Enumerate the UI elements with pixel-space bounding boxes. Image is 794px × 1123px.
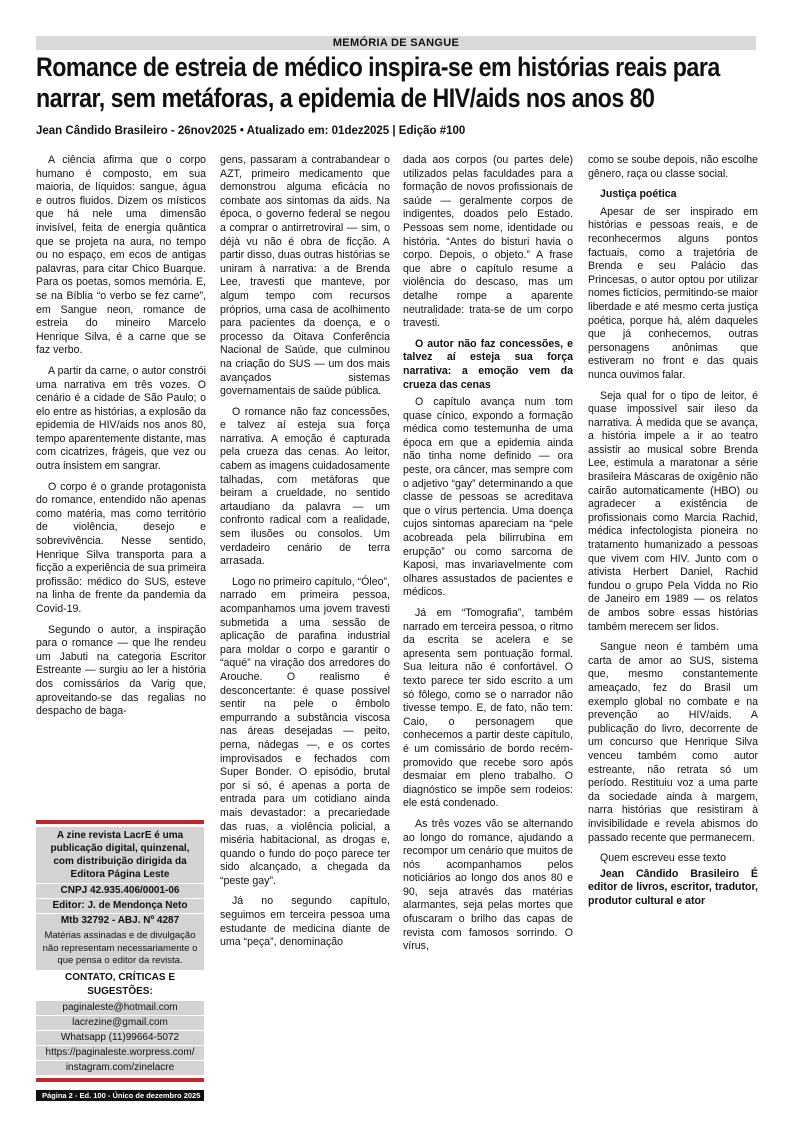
section-subhead: Justiça poética	[600, 188, 677, 201]
paragraph: A partir da carne, o autor constrói uma narrativa em três vozes. O cenário é a cidade de São Paulo; o elo entre as histórias, a explosão da epidemia de HIV/aids nos anos 80, tempo aparentemente distante, mas com cicatrizes, frágeis, que vez ou outra insistem em sangrar.	[36, 364, 206, 473]
masthead-editor: Editor: J. de Mendonça Neto	[36, 898, 204, 913]
website-link[interactable]: https://paginaleste.worpress.com/	[36, 1045, 204, 1060]
email-link-1[interactable]: paginaleste@hotmail.com	[36, 1000, 204, 1015]
email-link-2[interactable]: lacrezine@gmail.com	[36, 1015, 204, 1030]
article-column-4	[588, 154, 758, 1079]
masthead-box	[36, 820, 204, 1082]
page-footer: Página 2 - Ed. 100 - Único de dezembro 2025	[36, 1090, 204, 1101]
paragraph: O romance não faz concessões, e talvez aí esteja sua força narrativa. A emoção é capturada pela crueza das cenas. Ao leitor, cabem as imagens cuidadosamente talhadas, com metáforas que beiram a crueldade, no sentido artaudiano da palavra — um confronto radical com a realidade, sem ilusões ou consolos. Um verdadeiro cenário de terra arrasada.	[220, 405, 390, 568]
divider	[36, 820, 204, 824]
masthead-mtb: Mtb 32792 - ABJ. Nº 4287	[36, 913, 204, 928]
paragraph: A ciência afirma que o corpo humano é composto, em sua maioria, de líquidos: sangue, água e outros fluidos. Dizem os místicos que há nele uma dimensão invisível, feita de energia quântica que se projeta na aura, no tempo ou no espaço, em ecos de antigas palavras, para citar Chico Buarque. Para os poetas, somos memória. E, se na Bíblia “o verbo se fez carne”, em Sangue neon, romance de estreia do mineiro Marcelo Henrique Silva, é a carne que se faz verbo.	[36, 154, 206, 357]
paragraph: Já no segundo capítulo, seguimos em terceira pessoa uma estudante de medicina diante de uma “peça”, denominação	[220, 895, 390, 949]
paragraph: Segundo o autor, a inspiração para o romance — que lhe rendeu um Jabuti na categoria Escritor Estreante — surgiu ao ler a história dos comissários da Varig que, aproveitando-se das regalias no despacho de baga-	[36, 623, 206, 718]
masthead-cnpj: CNPJ 42.935.406/0001-06	[36, 883, 204, 898]
headline: Romance de estreia de médico inspira-se em histórias reais para narrar, sem metáforas, a epidemia de HIV/aids nos anos 80	[36, 52, 720, 113]
author-bio: Jean Cândido Brasileiro É editor de livros, escritor, tradutor, produtor cultural e ator	[588, 867, 758, 907]
paragraph: Apesar de ser inspirado em histórias e pessoas reais, e de reconhecermos alguns pontos factuais, como a trajetória de Brenda e seu Palácio das Princesas, o autor optou por utilizar nomes fictícios, permitindo-se maior liberdade e até mesmo certa justiça poética, porque há, além daqueles que já conhecemos, outras personagens anônimas que estiveram no front e das quais nunca ouvimos falar.	[588, 205, 758, 381]
whatsapp-contact[interactable]: Whatsapp (11)99664-5072	[36, 1030, 204, 1045]
paragraph: Já em “Tomografia”, também narrado em terceira pessoa, o ritmo da escrita se acelera e se apresenta sem pontuação formal. Sua leitura não é confortável. O texto parece ter sido escrito a um só fôlego, como se o narrador não tivesse tempo. E, de fato, não tem: Caio, o personagem que conhecemos a partir deste capítulo, é um comissário de bordo recém-promovido que recebe soro após desmaiar em pleno trabalho. O diagnóstico se impõe sem rodeios: ele está condenado.	[403, 607, 573, 810]
article-column-2	[220, 154, 390, 1079]
paragraph: Sangue neon é também uma carta de amor ao SUS, sistema que, mesmo constantemente ameaçado, fez do Brasil um exemplo global no combate e na prevenção ao HIV/aids. A publicação do livro, decorrente de um concurso que Henrique Silva venceu também como autor estreante, não retrata só um período. Restituiu voz a uma parte da sociedade ainda à margem, narra histórias que resistiram à invisibilidade e revela abismos do passado recente que permanecem.	[588, 641, 758, 844]
article-column-3	[403, 154, 573, 1079]
paragraph: dada aos corpos (ou partes dele) utilizados pelas faculdades para a formação de novos profissionais de saúde — geralmente corpos de indigentes, doados pelo Estado. Pessoas sem nome, identidade ou história. “Antes do bisturi havia o corpo. Depois, o objeto.” A frase que abre o capítulo resume a violência do descaso, mas um detalhe rompe a aparente neutralidade: trata-se de um corpo travesti.	[403, 154, 573, 330]
divider	[36, 1078, 204, 1082]
pull-subhead: O autor não faz concessões, e talvez aí esteja sua força narrativa: a emoção vem da crueza das cenas	[403, 337, 573, 391]
section-label: MEMÓRIA DE SANGUE	[36, 36, 756, 50]
paragraph: como se soube depois, não escolhe gênero, raça ou classe social.	[588, 154, 758, 180]
byline: Jean Cândido Brasileiro - 26nov2025 • Atualizado em: 01dez2025 | Edição #100	[36, 125, 466, 137]
masthead-disclaimer: Matérias assinadas e de divulgação não representam necessariamente o que pensa o editor da revista.	[36, 928, 204, 970]
author-label: Quem escreveu esse texto	[600, 852, 727, 865]
instagram-link[interactable]: instagram.com/zinelacre	[36, 1060, 204, 1075]
masthead-intro: A zine revista LacrE é uma publicação digital, quinzenal, com distribuição dirigida da Editora Página Leste	[36, 827, 204, 883]
paragraph: As três vozes vão se alternando ao longo do romance, ajudando a recompor um cenário que muitos de nós acompanhamos pelos noticiários ao longo dos anos 80 e 90, seja através das matérias alarmantes, seja pelas mortes que ofuscaram o brilho das capas de revista com famosos sorrindo. O vírus,	[403, 817, 573, 953]
paragraph: Logo no primeiro capítulo, “Óleo”, narrado em primeira pessoa, acompanhamos uma jovem travesti submetida a uma sessão de aplicação de parafina industrial para moldar o corpo e garantir o “aqué” na viração dos arredores do Arouche. O realismo é desconcertante: é quase possível sentir na pele o êmbolo empurrando a substância viscosa nas áreas desejadas — peito, perna, nádegas —, e os cortes improvisados e fechados com Super Bonder. O episódio, brutal por si só, é apenas a porta de entrada para um cotidiano ainda mais devastador: a precariedade das ruas, a violência policial, a miséria habitacional, as drogas e, quando o fundo do poço parece ter sido alcançado, a chegada da “peste gay”.	[220, 575, 390, 887]
paragraph: O capítulo avança num tom quase cínico, expondo a formação médica como testemunha de uma época em que a epidemia ainda não tinha nome definido — ora peste, ora câncer, mas sempre com o adjetivo “gay” determinando a que classe de pessoas se acreditava que o vírus pertencia. Uma doença cujos sintomas apareciam na “pele acobreada pela bilirrubina em erupção” ou como sarcoma de Kaposi, mas invariavelmente com olhares assustados de pacientes e médicos.	[403, 396, 573, 599]
contact-heading: CONTATO, CRÍTICAS E SUGESTÕES:	[65, 971, 175, 997]
paragraph: Seja qual for o tipo de leitor, é quase impossível sair ileso da narrativa. À medida que se avança, a história impele a ir ao teatro assistir ao musical sobre Brenda Lee, estimula a maratonar a série brasileira Máscaras de oxigênio não cairão automaticamente (HBO) ou agradecer a existência de profissionais como Marcia Rachid, médica infectologista pioneira no tratamento humanizado a pessoas que vivem com HIV. Junto com o ativista Herbert Daniel, Rachid fundou o grupo Pela Vidda no Rio de Janeiro em 1989 — os relatos de ambos sobre essas histórias também merecem ser lidos.	[588, 389, 758, 633]
article-column-1	[36, 154, 206, 814]
paragraph: O corpo é o grande protagonista do romance, entendido não apenas como matéria, mas como território de violência, desejo e sobrevivência. Nesse sentido, Henrique Silva transporta para a ficção a experiência de sua primeira profissão: médico do SUS, esteve na linha de frente da pandemia da Covid-19.	[36, 480, 206, 615]
paragraph: gens, passaram a contrabandear o AZT, primeiro medicamento que demonstrou alguma eficácia no combate aos sintomas da aids. Na época, o governo federal se negou a comprar o antirretroviral — sim, o déjà vu não é obra de ficção. A partir disso, duas outras histórias se uniram à narrativa: a de Brenda Lee, travesti que manteve, por algum tempo com recursos próprios, uma casa de acolhimento para pacientes da doença, e o processo da Oitava Conferência Nacional de Saúde, que culminou na criação do SUS — um dos mais avançados sistemas governamentais de saúde pública.	[220, 154, 390, 398]
